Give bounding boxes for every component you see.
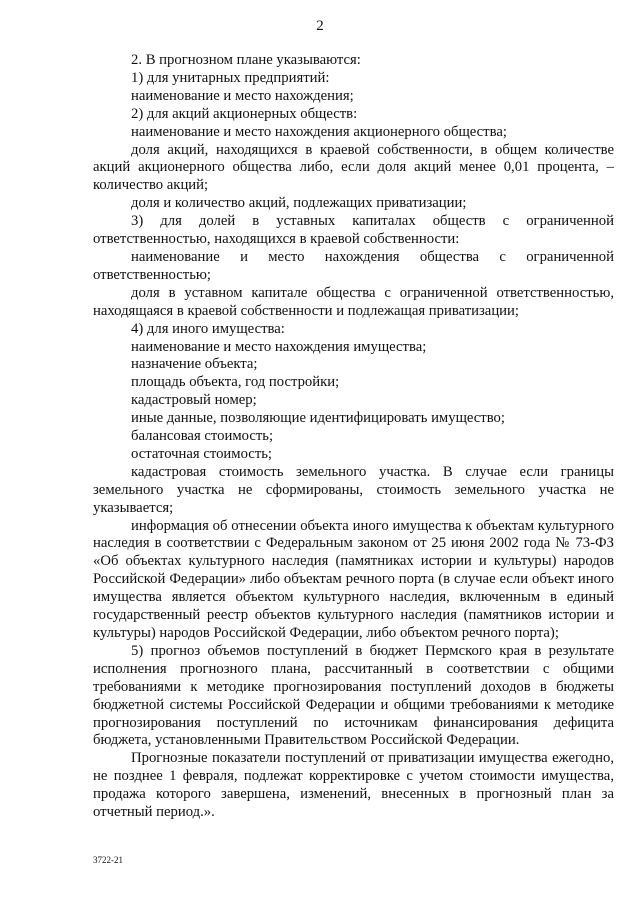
paragraph-other-purpose: назначение объекта; [131,356,258,373]
paragraph-shares-heading: 2) для акций акционерных обществ: [131,105,358,122]
page-number: 2 [316,18,324,34]
paragraph-llc-portion: доля в уставном капитале общества с ограниченной ответственностью, находящаяся в краевой собственности и подлежащая приватизации; [93,284,614,319]
paragraph-llc-heading: 3) для долей в уставных капиталах обществ с ограниченной ответственностью, находящихся в краевой собственности: [93,213,614,248]
paragraph-unitary-name: наименование и место нахождения; [131,87,354,104]
paragraph-other-identification: иные данные, позволяющие идентифицировать имущество; [131,410,505,427]
document-body [93,52,614,822]
paragraph-unitary-heading: 1) для унитарных предприятий: [131,69,330,86]
paragraph-land-value: кадастровая стоимость земельного участка. В случае если границы земельного участка не сформированы, стоимость земельного участка не указывается; [93,463,614,516]
paragraph-shares-name: наименование и место нахождения акционерного общества; [131,123,507,140]
paragraph-forecast-adjustment: Прогнозные показатели поступлений от приватизации имущества ежегодно, не позднее 1 февраля, подлежат корректировке с учетом стоимости имущества, продажа которого завершена, изменений, внесенных в прогнозный план за отчетный период.». [93,750,614,821]
paragraph-other-cadastral: кадастровый номер; [131,392,257,409]
paragraph-shares-portion: доля акций, находящихся в краевой собственности, в общем количестве акций акционерного общества либо, если доля акций менее 0,01 процента, – количество акций; [93,141,614,194]
paragraph-other-book-value: балансовая стоимость; [131,428,274,445]
paragraph-other-residual-value: остаточная стоимость; [131,445,273,462]
paragraph-other-name: наименование и место нахождения имущества; [131,338,427,355]
paragraph-revenue-forecast: 5) прогноз объемов поступлений в бюджет Пермского края в результате исполнения прогнозного плана, рассчитанный в соответствии с общими требованиями к методике прогнозирования поступлений доходов в бюджеты бюджетной системы Российской Федерации и общими требованиями к методике прогнозирования поступлений по источникам финансирования дефицита бюджета, установленными Правительством Российской Федерации. [93,642,614,749]
paragraph-other-heading: 4) для иного имущества: [131,320,285,337]
paragraph-cultural-heritage: информация об отнесении объекта иного имущества к объектам культурного наследия в соответствии с Федеральным законом от 25 июня 2002 года № 73-ФЗ «Об объектах культурного наследия (памятниках истории и культуры) народов Российской Федерации» либо объектам речного порта (в случае если объект иного имущества является объектом культурного наследия, включенным в единый государственный реестр объектов культурного наследия (памятников истории и культуры) народов Российской Федерации, либо объектом речного порта); [93,517,614,641]
paragraph-llc-name: наименование и место нахождения общества с ограниченной ответственностью; [93,248,614,283]
paragraph-shares-privatized: доля и количество акций, подлежащих приватизации; [131,195,467,212]
paragraph-other-area: площадь объекта, год постройки; [131,374,340,391]
paragraph-list-intro: 2. В прогнозном плане указываются: [131,52,361,68]
document-code: 3722-21 [93,855,123,865]
